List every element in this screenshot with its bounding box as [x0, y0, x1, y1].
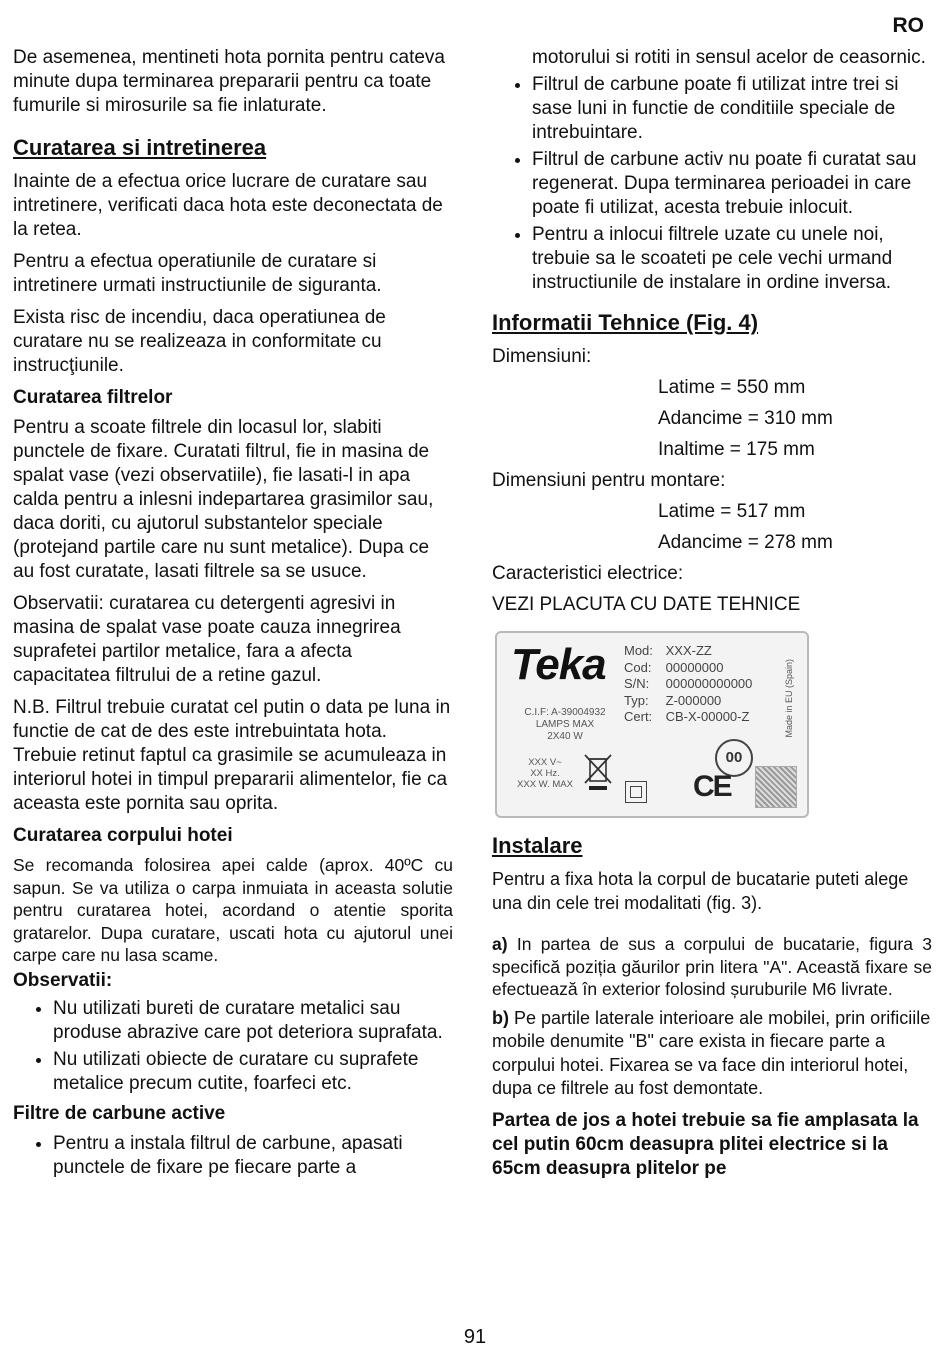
left-column [13, 46, 453, 1186]
heading-cleaning: Curatarea si intretinerea [13, 135, 267, 160]
list-item: • Nu utilizati bureti de curatare metalici sau produse abrazive care pot deteriora suprafata. [53, 997, 453, 1045]
option-label: a) [492, 934, 508, 954]
plate-value: 00000000 [665, 659, 724, 675]
plate-hz: XX Hz. [530, 768, 560, 779]
page-number: 91 [463, 1326, 487, 1348]
heading-technical-info: Informatii Tehnice (Fig. 4) [492, 310, 759, 335]
list-item: • Filtrul de carbune poate fi utilizat intre trei si sase luni in functie de conditiile speciale de intrebuintare. [532, 73, 932, 145]
installation-option-b [492, 1007, 932, 1101]
ce-mark: CE [693, 770, 731, 803]
list-item: • Pentru a inlocui filtrele uzate cu unele noi, trebuie sa le scoateti pe cele vechi urmand instructiunile de instalare in ordine inversa. [532, 223, 932, 295]
option-text: Pe partile laterale interioare ale mobilei, prin orificiile mobile denumite "B" care exista in fiecare parte a corpului hotei. Fixarea se va face din interiorul hotei, dupa ce filtrele au fost demontate. [492, 1007, 931, 1098]
mounting-label: Dimensiuni pentru montare: [492, 470, 726, 491]
qr-code-icon [755, 766, 797, 808]
cleaning-paragraph-2: Pentru a efectua operatiunile de curatare si intretinere urmati instructiunile de siguranta. [13, 251, 382, 296]
dimensions-label: Dimensiuni: [492, 346, 592, 367]
plate-fields [624, 643, 752, 726]
plate-watts: XXX W. MAX [517, 779, 573, 790]
body-cleaning-paragraph: Se recomanda folosirea apei calde (aprox. 40ºC cu sapun. Se va utiliza o carpa inmuiata in aceasta solutie pentru curatarea hotei, acordand o atentie sporita gratarelor. Dupa curatare, uscati hota cu ajutorul unei carpe care nu lasa scame. [13, 855, 453, 965]
electrical-label: Caracteristici electrice: [492, 563, 684, 584]
plate-cif-code: C.I.F: A-39004932 [524, 707, 606, 718]
plate-value: CB-X-00000-Z [665, 709, 750, 724]
plate-value: 000000000000 [665, 676, 753, 691]
mounting-depth: Adancime = 278 mm [658, 532, 833, 553]
plate-voltage [507, 757, 583, 790]
plate-lamps-power: 2X40 W [547, 731, 583, 742]
plate-lamps: LAMPS MAX [535, 719, 595, 730]
installation-option-a [492, 933, 932, 1001]
plate-key: Mod: [624, 643, 653, 658]
observations-paragraph: Observatii: curatarea cu detergenti agresivi in masina de spalat vase poate cauza innegrirea suprafetei partilor metalice, fara a afecta capacitatea filtrului de a retine gazul. [13, 593, 401, 686]
technical-specs [492, 345, 932, 617]
heading-observations: Observatii: [13, 969, 113, 991]
double-insulation-icon [625, 781, 647, 803]
dimension-depth: Adancime = 310 mm [658, 408, 833, 429]
list-item: • Pentru a instala filtrul de carbune, apasati punctele de fixare pe fiecare parte a [53, 1132, 453, 1180]
list-item: • Filtrul de carbune activ nu poate fi curatat sau regenerat. Dupa terminarea perioadei in care poate fi utilizat, acesta trebuie inlocuit. [532, 148, 932, 220]
option-text: In partea de sus a corpului de bucatarie, figura 3 specifică poziția găurilor prin litera "A". Această fixare se efectuează în exterior folosind șuruburile M6 livrate. [492, 934, 932, 999]
nb-paragraph: N.B. Filtrul trebuie curatat cel putin o data pe luna in functie de cat de des este intrebuintata hota. Trebuie retinut faptul ca grasimile se acumuleaza in interiorul hotei in timpul prepararii alimentelor, fie ca aceasta este pornita sau oprita. [13, 697, 451, 814]
observations-list [13, 997, 453, 1096]
plate-volt: XXX V~ [528, 757, 562, 768]
carbon-list-start [13, 1132, 453, 1180]
dimension-height: Inaltime = 175 mm [658, 439, 815, 460]
right-column [492, 46, 932, 1189]
plate-key: S/N: [624, 676, 650, 691]
installation-intro: Pentru a fixa hota la corpul de bucatarie puteti alege una din cele trei modalitati (fig. 3). [492, 869, 909, 913]
mounting-width: Latime = 517 mm [658, 501, 806, 522]
certification-badge: 00 [715, 739, 753, 777]
cleaning-paragraph-3: Exista risc de incendiu, daca operatiunea de curatare nu se realizeaza in conformitate cu instrucţiunile. [13, 307, 386, 376]
installation-warning: Partea de jos a hotei trebuie sa fie amplasata la cel putin 60cm deasupra plitei electrice si la 65cm deasupra plitelor pe [492, 1109, 919, 1179]
plate-made-in: Made in EU (Spain) [784, 659, 794, 738]
option-label: b) [492, 1007, 509, 1028]
filters-paragraph: Pentru a scoate filtrele din locasul lor, slabiti punctele de fixare. Curatati filtrul, fie in masina de spalat vase (vezi observatiile), fie lasati-l in apa calda pentru a inlesni indepartarea grasimilor sau, daca doriti, cu ajutorul substantelor speciale (protejand partile care nu sunt metalice). Dupa ce au fost curatate, lasati filtrele sa se usuce. [13, 417, 434, 582]
heading-installation: Instalare [492, 833, 583, 858]
electrical-value: VEZI PLACUTA CU DATE TEHNICE [492, 594, 801, 615]
carbon-list-continued [492, 46, 932, 295]
weee-bin-icon [581, 751, 615, 791]
dimension-width: Latime = 550 mm [658, 377, 806, 398]
language-code: RO [892, 14, 924, 37]
plate-key: Typ: [624, 692, 649, 708]
plate-key: Cert: [624, 709, 653, 724]
plate-value: Z-000000 [665, 692, 722, 708]
heading-filters: Curatarea filtrelor [13, 387, 173, 408]
plate-key: Cod: [624, 659, 652, 675]
heading-carbon-filters: Filtre de carbune active [13, 1102, 226, 1124]
intro-paragraph: De asemenea, mentineti hota pornita pentru cateva minute dupa terminarea prepararii pentru ca toate fumurile si mirosurile sa fie inlaturate. [13, 47, 445, 116]
list-item-continuation: motorului si rotiti in sensul acelor de ceasornic. [532, 47, 926, 68]
rating-plate-image [495, 631, 809, 818]
plate-value: XXX-ZZ [665, 643, 712, 658]
plate-cif [507, 707, 623, 743]
list-item: • Nu utilizati obiecte de curatare cu suprafete metalice precum cutite, foarfeci etc. [53, 1048, 453, 1096]
brand-logo: Teka [511, 640, 606, 689]
cleaning-paragraph-1: Inainte de a efectua orice lucrare de curatare sau intretinere, verificati daca hota este deconectata de la retea. [13, 171, 443, 240]
heading-body-cleaning: Curatarea corpului hotei [13, 825, 233, 846]
